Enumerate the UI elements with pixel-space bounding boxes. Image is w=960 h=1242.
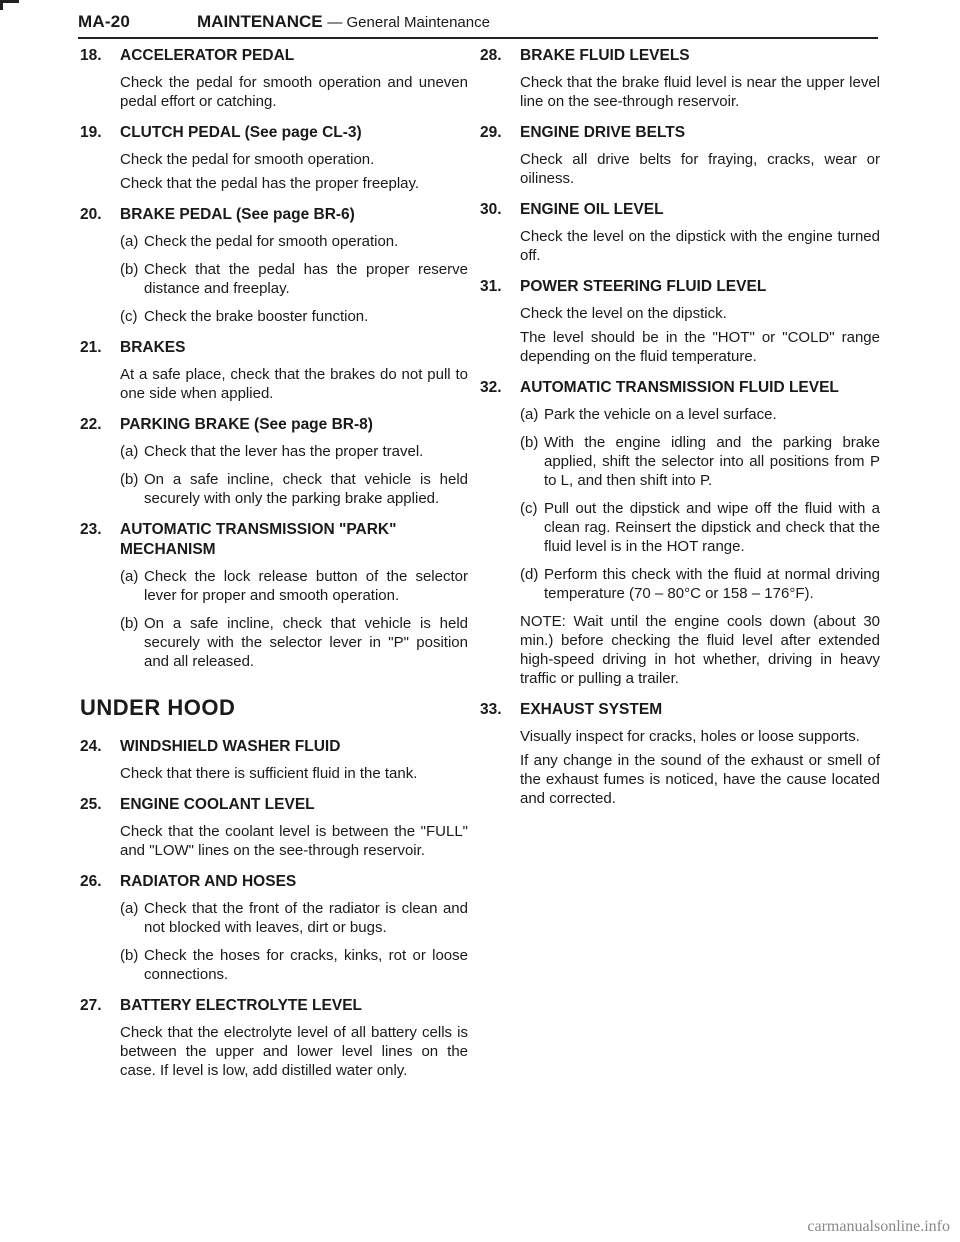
corner-crop-mark	[0, 0, 19, 10]
sub-item	[480, 433, 880, 490]
item-number: 20.	[80, 206, 102, 223]
item-title-text: BATTERY ELECTROLYTE LEVEL	[120, 997, 362, 1014]
item-title-text: AUTOMATIC TRANSMISSION "PARK" MECHANISM	[120, 521, 397, 558]
list-item	[480, 123, 880, 188]
sub-item-text: Check the lock release button of the selector lever for proper and smooth operation.	[144, 568, 468, 604]
item-title	[80, 205, 468, 225]
item-title	[80, 795, 468, 815]
watermark: carmanualsonline.info	[807, 1218, 950, 1235]
left-items	[80, 46, 468, 671]
list-item	[80, 205, 468, 326]
item-paragraph: Check the pedal for smooth operation.	[120, 151, 375, 168]
item-body	[80, 1023, 468, 1080]
sub-item	[80, 307, 468, 326]
item-title-text: BRAKE FLUID LEVELS	[520, 47, 690, 64]
item-number: 33.	[480, 701, 502, 718]
item-title-text: RADIATOR AND HOSES	[120, 873, 297, 890]
item-body	[80, 150, 468, 193]
sub-item-text: Park the vehicle on a level surface.	[544, 406, 777, 423]
sub-item-label: (a)	[120, 900, 139, 917]
item-title	[80, 737, 468, 757]
item-body	[480, 727, 880, 808]
left-column	[80, 46, 468, 1092]
item-paragraph: Check the pedal for smooth operation and uneven pedal effort or catching.	[120, 74, 468, 110]
item-body	[480, 304, 880, 366]
item-number: 23.	[80, 521, 102, 538]
item-title-text: ENGINE DRIVE BELTS	[520, 124, 686, 141]
item-title-text: EXHAUST SYSTEM	[520, 701, 663, 718]
item-number: 19.	[80, 124, 102, 141]
item-paragraph: Check that there is sufficient fluid in the tank.	[120, 765, 418, 782]
sub-item-text: Pull out the dipstick and wipe off the fluid with a clean rag. Reinsert the dipstick and check that the fluid level is in the HOT range.	[544, 500, 880, 555]
page-number: MA-20	[78, 12, 131, 31]
item-title	[480, 123, 880, 143]
item-number: 27.	[80, 997, 102, 1014]
list-item	[480, 277, 880, 366]
list-item	[80, 46, 468, 111]
sub-item-label: (a)	[120, 443, 139, 460]
item-paragraph: Check that the coolant level is between the "FULL" and "LOW" lines on the see-through reservoir.	[120, 823, 468, 859]
item-number: 22.	[80, 416, 102, 433]
list-item	[80, 795, 468, 860]
list-item	[480, 46, 880, 111]
item-body	[80, 365, 468, 403]
sub-item-label: (b)	[520, 434, 539, 451]
sub-item-text: Check that the pedal has the proper reserve distance and freeplay.	[144, 261, 468, 297]
sub-item-label: (b)	[120, 615, 139, 632]
sub-item-label: (b)	[120, 261, 139, 278]
sub-item-text: On a safe incline, check that vehicle is held securely with the selector lever in "P" position and all released.	[144, 615, 468, 670]
item-title-text: ACCELERATOR PEDAL	[120, 47, 295, 64]
sub-item-label: (a)	[520, 406, 539, 423]
sub-item-text: With the engine idling and the parking brake applied, shift the selector into all positions from P to L, and then shift into P.	[544, 434, 880, 489]
list-item	[480, 378, 880, 688]
item-title-text: ENGINE OIL LEVEL	[520, 201, 664, 218]
item-number: 21.	[80, 339, 102, 356]
item-body	[80, 764, 468, 783]
item-title	[80, 338, 468, 358]
item-title	[480, 46, 880, 66]
sub-item	[80, 567, 468, 605]
item-title	[80, 996, 468, 1016]
item-paragraph: Check that the brake fluid level is near the upper level line on the see-through reservoir.	[520, 74, 880, 110]
list-item	[80, 338, 468, 403]
list-item	[80, 872, 468, 984]
list-item	[80, 737, 468, 783]
sub-item	[80, 232, 468, 251]
item-number: 30.	[480, 201, 502, 218]
item-body	[480, 227, 880, 265]
list-item	[80, 520, 468, 671]
item-paragraph: Check all drive belts for fraying, cracks, wear or oiliness.	[520, 151, 880, 187]
item-title-text: AUTOMATIC TRANSMISSION FLUID LEVEL	[520, 379, 839, 396]
item-title	[80, 46, 468, 66]
item-number: 28.	[480, 47, 502, 64]
item-title-text: CLUTCH PEDAL (See page CL-3)	[120, 124, 362, 141]
title-main: MAINTENANCE	[197, 12, 323, 31]
sub-item-label: (a)	[120, 568, 139, 585]
sub-item-label: (c)	[120, 308, 138, 325]
list-item	[480, 700, 880, 808]
sub-item	[480, 499, 880, 556]
item-title	[80, 123, 468, 143]
item-paragraph: Visually inspect for cracks, holes or loose supports.	[520, 728, 860, 745]
sub-item-text: Check the hoses for cracks, kinks, rot or loose connections.	[144, 947, 468, 983]
list-item	[80, 415, 468, 508]
list-item	[80, 996, 468, 1080]
left-items-after	[80, 737, 468, 1080]
item-paragraph: Check the level on the dipstick.	[520, 305, 727, 322]
sub-item	[80, 614, 468, 671]
item-title-text: POWER STEERING FLUID LEVEL	[520, 278, 767, 295]
sub-item	[480, 405, 880, 424]
sub-item	[80, 260, 468, 298]
item-number: 25.	[80, 796, 102, 813]
sub-item-label: (c)	[520, 500, 538, 517]
item-body	[480, 150, 880, 188]
item-body	[80, 73, 468, 111]
sub-item-text: On a safe incline, check that vehicle is held securely with only the parking brake applied.	[144, 471, 468, 507]
item-number: 32.	[480, 379, 502, 396]
item-paragraph: Check that the electrolyte level of all battery cells is between the upper and lower level lines on the case. If level is low, add distilled water only.	[120, 1024, 468, 1079]
item-body	[480, 73, 880, 111]
item-number: 18.	[80, 47, 102, 64]
item-paragraph: The level should be in the "HOT" or "COLD" range depending on the fluid temperature.	[520, 329, 880, 365]
item-title	[80, 520, 468, 560]
sub-item-text: Check the brake booster function.	[144, 308, 369, 325]
item-number: 31.	[480, 278, 502, 295]
item-title-text: WINDSHIELD WASHER FLUID	[120, 738, 341, 755]
item-title	[480, 277, 880, 297]
item-title	[480, 700, 880, 720]
sub-item-text: Check that the lever has the proper travel.	[144, 443, 424, 460]
list-item	[80, 123, 468, 193]
section-heading: UNDER HOOD	[80, 695, 236, 720]
right-column	[480, 46, 880, 820]
item-title-text: ENGINE COOLANT LEVEL	[120, 796, 315, 813]
item-paragraph: At a safe place, check that the brakes do not pull to one side when applied.	[120, 366, 468, 402]
item-title	[480, 200, 880, 220]
sub-item-text: Check the pedal for smooth operation.	[144, 233, 399, 250]
sub-item	[80, 899, 468, 937]
item-number: 24.	[80, 738, 102, 755]
page-header	[78, 7, 878, 39]
item-paragraph: Check the level on the dipstick with the engine turned off.	[520, 228, 880, 264]
sub-item-label: (d)	[520, 566, 539, 583]
list-item	[480, 200, 880, 265]
item-title-text: BRAKES	[120, 339, 186, 356]
item-title-text: BRAKE PEDAL (See page BR-6)	[120, 206, 355, 223]
item-body	[80, 822, 468, 860]
sub-item	[80, 946, 468, 984]
item-number: 26.	[80, 873, 102, 890]
item-paragraph: Check that the pedal has the proper freeplay.	[120, 175, 420, 192]
sub-item-text: Check that the front of the radiator is clean and not blocked with leaves, dirt or bugs.	[144, 900, 468, 936]
right-items	[480, 46, 880, 808]
item-title	[480, 378, 880, 398]
sub-item-label: (b)	[120, 947, 139, 964]
sub-item	[80, 470, 468, 508]
item-title	[80, 415, 468, 435]
item-number: 29.	[480, 124, 502, 141]
sub-item	[480, 565, 880, 603]
page-title	[197, 7, 490, 37]
item-paragraph: If any change in the sound of the exhaust or smell of the exhaust fumes is noticed, have the cause located and corrected.	[520, 752, 880, 807]
item-title-text: PARKING BRAKE (See page BR-8)	[120, 416, 373, 433]
sub-item-label: (b)	[120, 471, 139, 488]
note-text: NOTE: Wait until the engine cools down (about 30 min.) before checking the fluid level after extended high-speed driving in hot whether, driving in heavy traffic or pulling a trailer.	[520, 613, 880, 687]
sub-item-text: Perform this check with the fluid at normal driving temperature (70 – 80°C or 158 – 176°F).	[544, 566, 880, 602]
title-sub: — General Maintenance	[327, 14, 490, 31]
sub-item	[80, 442, 468, 461]
sub-item-label: (a)	[120, 233, 139, 250]
item-title	[80, 872, 468, 892]
